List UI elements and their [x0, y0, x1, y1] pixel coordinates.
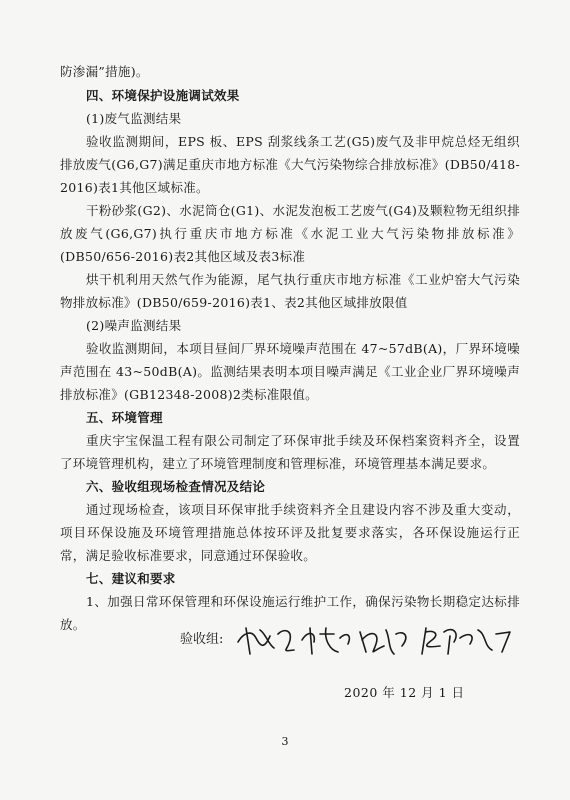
paragraph-exhaust-2: 干粉砂浆(G2)、水泥筒仓(G1)、水泥发泡板工艺废气(G4)及颗粒物无组织排放废气(G6,G7)执行重庆市地方标准《水泥工业大气污染物排放标准》(DB50/656-2016)表2其他区域及表3标准	[60, 203, 520, 264]
paragraph-conclusion: 通过现场检查，该项目环保审批手续资料齐全且建设内容不涉及重大变动，项目环保设施及环境管理措施总体按环评及批复要求落实，各环保设施运行正常，满足验收标准要求，同意通过环保验收。	[60, 502, 520, 563]
handwritten-signatures	[234, 620, 534, 660]
heading-section-6: 六、验收组现场检查情况及结论	[86, 479, 266, 494]
subheading-noise: (2)噪声监测结果	[86, 318, 182, 333]
heading-section-4: 四、环境保护设施调试效果	[86, 88, 240, 103]
paragraph-exhaust-1: 验收监测期间，EPS 板、EPS 刮浆线条工艺(G5)废气及非甲烷总烃无组织排放废气(G6,G7)满足重庆市地方标准《大气污染物综合排放标准》(DB50/418-2016)表1其他区域标准。	[60, 134, 520, 195]
heading-section-5: 五、环境管理	[86, 410, 163, 425]
paragraph-suggestion: 1、加强日常环保管理和环保设施运行维护工作，确保污染物长期稳定达标排放。	[60, 594, 520, 632]
subheading-exhaust: (1)废气监测结果	[86, 111, 182, 126]
paragraph-continuation: 防渗漏”措施)。	[60, 64, 149, 79]
signature-row	[180, 620, 540, 660]
signature-label: 验收组:	[180, 632, 224, 647]
page-number: 3	[281, 735, 289, 748]
paragraph-noise: 验收监测期间，本项目昼间厂界环境噪声范围在 47~57dB(A)，厂界环境噪声范围在 43~50dB(A)。监测结果表明本项目噪声满足《工业企业厂界环境噪声排放标准》(GB12348-2008)2类标准限值。	[60, 341, 520, 402]
paragraph-management: 重庆宇宝保温工程有限公司制定了环保审批手续及环保档案资料齐全，设置了环境管理机构，建立了环境管理制度和管理标准，环境管理基本满足要求。	[60, 433, 520, 471]
date: 2020 年 12 月 1 日	[344, 685, 465, 700]
paragraph-exhaust-3: 烘干机利用天然气作为能源，尾气执行重庆市地方标准《工业炉窑大气污染物排放标准》(DB50/659-2016)表1、表2其他区域排放限值	[60, 272, 520, 310]
heading-section-7: 七、建议和要求	[86, 571, 176, 586]
